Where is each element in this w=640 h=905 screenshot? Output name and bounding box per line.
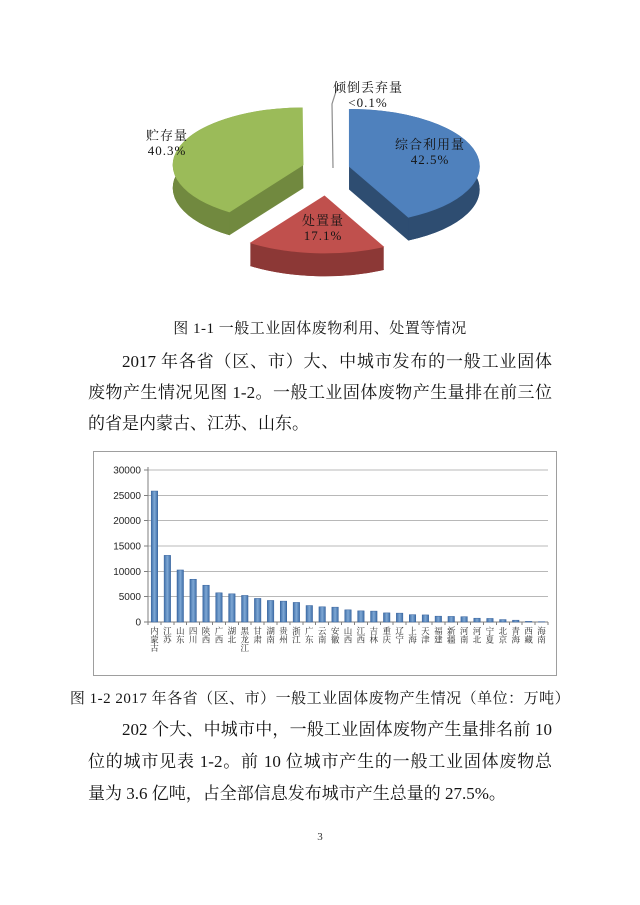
svg-text:0: 0 [135,617,141,629]
svg-text:20000: 20000 [113,516,141,528]
x-tick-label: 山东 [176,626,185,645]
svg-text:15000: 15000 [113,541,141,553]
figure2-caption: 图 1-2 2017 年各省（区、市）一般工业固体废物产生情况（单位：万吨） [69,691,571,707]
x-tick-label: 上海 [408,626,417,645]
bar [190,579,197,622]
x-tick-label: 云南 [317,626,327,645]
svg-text:5000: 5000 [118,592,141,604]
paragraph-line: 202 个大、中城市中，一般工业固体废物产生量排名前 10 [122,720,552,739]
x-tick-label: 江西 [356,626,366,645]
bar [216,593,223,622]
x-tick-label: 安徽 [330,626,340,645]
bar [383,613,390,622]
page-number: 3 [317,831,323,843]
bar [151,491,158,622]
bar [319,607,326,622]
bar [203,585,210,622]
pie-slice-value: 42.5% [410,152,450,167]
svg-text:25000: 25000 [113,490,141,502]
x-tick-label: 辽宁 [395,626,404,645]
x-tick-label: 湖北 [227,626,237,645]
paragraph-line: 2017 年各省（区、市）大、中城市发布的一般工业固体 [122,352,552,371]
bar [396,613,403,622]
x-tick-label: 陕西 [201,626,211,645]
svg-text:10000: 10000 [113,566,141,578]
x-tick-label: 湖南 [266,626,275,645]
x-tick-label: 内蒙古 [150,626,159,653]
bar-chart-frame [93,451,557,676]
bar [435,616,442,622]
x-tick-label: 宁夏 [485,626,495,645]
bar [487,618,494,622]
paragraph-2 [88,714,552,810]
bar [448,616,455,622]
x-tick-label: 山西 [343,626,353,645]
x-tick-label: 西藏 [524,626,533,645]
x-tick-label: 河北 [472,626,482,645]
paragraph-line: 位的城市见表 1-2。前 10 位城市产生的一般工业固体废物总 [88,752,552,771]
x-tick-label: 北京 [498,626,508,645]
bar [177,570,184,622]
pie-slice-name: 处置量 [301,213,344,228]
bar [293,602,300,622]
pie-slice-name: 贮存量 [145,128,188,143]
bar [345,610,352,622]
gridlines [148,470,548,597]
bar [512,620,519,622]
y-axis-labels [113,466,141,629]
bar [164,555,171,622]
x-tick-label: 黑龙江 [240,626,250,653]
figure1-caption: 图 1-1 一般工业固体废物利用、处置等情况 [173,321,467,337]
bar [525,621,532,622]
x-tick-label: 吉林 [369,626,379,645]
x-tick-label: 福建 [434,626,443,645]
bar [229,594,236,622]
bar [280,601,287,622]
pie-label-storage [121,128,213,158]
x-tick-label: 广西 [214,626,224,645]
pie-slice-name: 倾倒丢弃量 [332,80,403,95]
bar [332,607,339,622]
pie-label-disposal [277,213,369,243]
pie-slice-value: 17.1% [303,228,343,243]
pie-chart [0,0,640,330]
bar [422,615,429,622]
pie-slice-value: <0.1% [348,95,388,110]
paragraph-line: 废物产生情况见图 1-2。一般工业固体废物产生量排在前三位 [88,383,552,402]
bar [461,617,468,622]
x-tick-label: 河南 [459,626,469,645]
bar [267,600,274,622]
x-tick-label: 广东 [305,626,314,645]
bar [371,611,378,622]
x-tick-label: 重庆 [382,626,391,645]
x-tick-label: 贵州 [279,626,288,645]
bar [242,595,249,622]
bar [500,620,507,622]
x-tick-label: 江苏 [163,626,172,645]
x-tick-label: 青海 [511,626,520,645]
paragraph-line: 的省是内蒙古、江苏、山东。 [88,414,309,433]
pie-slices [173,108,479,276]
pie-slice-value: 40.3% [147,143,187,158]
pie-label-dumping [315,80,421,110]
pie-label-comprehensive-use [384,137,476,167]
paragraph-1 [88,346,552,439]
x-tick-label: 海南 [537,626,546,645]
bars [151,491,545,622]
x-tick-label: 天津 [421,626,430,645]
bar [474,618,481,622]
bar-chart [94,452,556,675]
x-tick-label: 四川 [188,626,198,645]
bar [358,611,365,622]
paragraph-line: 量为 3.6 亿吨，占全部信息发布城市产生总量的 27.5%。 [88,784,506,803]
bar [254,598,261,622]
x-tick-label: 甘肃 [253,626,262,645]
bar [306,606,313,622]
svg-text:30000: 30000 [113,465,141,477]
pie-slice-name: 综合利用量 [394,137,465,152]
x-tick-label: 浙江 [292,626,301,645]
bar [409,615,416,622]
x-tick-label: 新疆 [446,626,456,645]
x-axis-labels [150,626,546,653]
